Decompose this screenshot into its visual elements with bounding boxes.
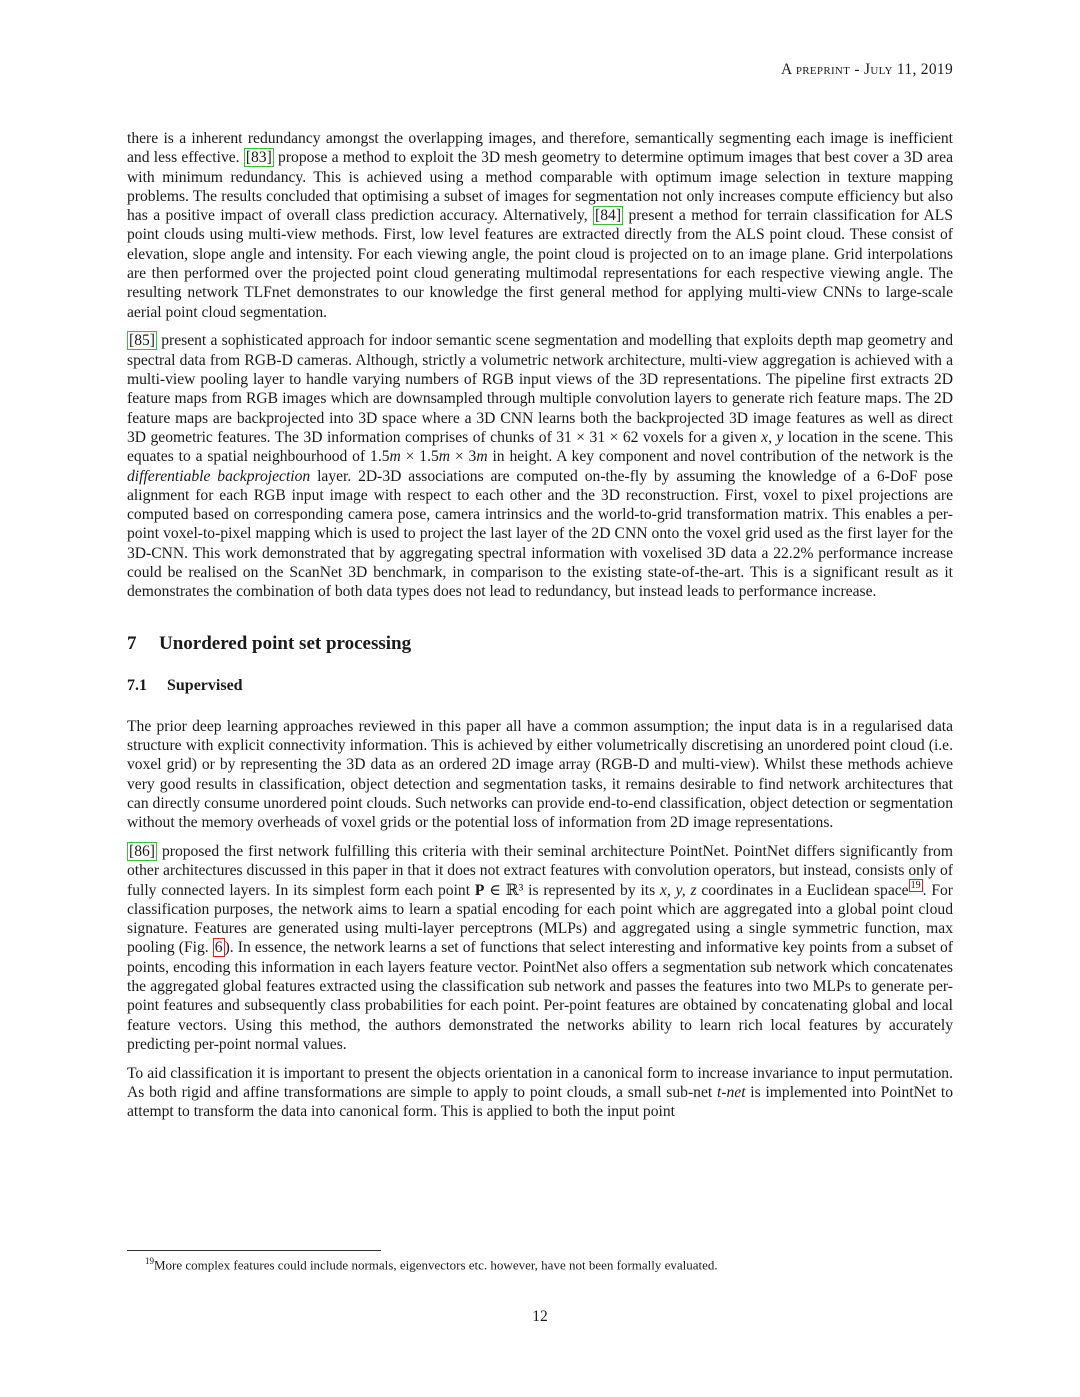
footnote-mark: 19 — [145, 1256, 154, 1266]
preprint-label: A preprint — [781, 61, 851, 78]
citation-link[interactable]: [83] — [245, 149, 272, 167]
paragraph — [127, 331, 953, 601]
citation-link[interactable]: [86] — [129, 842, 155, 860]
subsection-number: 7.1 — [127, 676, 147, 694]
text-run: is implemented into PointNet to attempt to transform the data into canonical form. This is applied to both the input point — [127, 1083, 954, 1121]
section-title: Unordered point set processing — [159, 632, 412, 654]
text-run: location in the scene. This equates to a spatial neighbourhood of 1.5 — [127, 428, 954, 466]
paragraphs-top — [127, 129, 953, 602]
header-separator: - — [850, 61, 864, 78]
text-run: × 3 — [450, 448, 477, 466]
italic-text: m — [438, 448, 451, 466]
page-number: 12 — [532, 1308, 548, 1325]
italic-text: x, y — [761, 428, 784, 446]
text-run: present a sophisticated approach for indoor semantic scene segmentation and modelling that exploits depth map geometry and spectral data from RGB-D cameras. Although, strictly a volumetric network architecture, multi-view aggregation is achieved with a multi-view pooling layer to handle varying numbers of RGB input views of the 3D representations. The pipeline first extracts 2D feature maps from RGB images which are downsampled through multiple convolution layers to generate rich feature maps. The 2D feature maps are backprojected into 3D space where a 3D CNN learns both the backprojected 3D image features as well as direct 3D geometric features. The 3D information comprises of chunks of 31 × 31 × 62 voxels for a given — [127, 332, 953, 446]
text-run: ). In essence, the network learns a set of functions that select interesting and informative key points from a subset of points, encoding this information in each layers feature vector. PointNet also offers a segmentation sub network which concatenates the aggregated global features extracted using the classification sub network and passes the features into two MLPs to generate per-point features and subsequently class probabilities for each point. Per-point features are obtained by concatenating global and local feature vectors. Using this method, the authors demonstrated the networks ability to learn rich local features by accurately predicting per-point normal values. — [127, 939, 953, 1053]
footnote-text: More complex features could include normals, eigenvectors etc. however, have not been formally evaluated. — [154, 1257, 718, 1273]
footnote-link[interactable]: 19 — [910, 880, 921, 892]
text-run: . For classification purposes, the network aims to learn a spatial encoding for each point which are aggregated into a global point cloud signature. Features are generated using multi-layer perceptrons (MLPs) and aggregated using a single symmetric function, max pooling (Fig. — [127, 881, 954, 957]
italic-text: x, y, z — [660, 881, 697, 899]
paragraph — [127, 717, 953, 833]
paragraph — [127, 129, 953, 322]
text-run: there is a inherent redundancy amongst the overlapping images, and therefore, semantically segmenting each image is inefficient and less effective. — [127, 130, 953, 167]
header-date: July 11, 2019 — [864, 61, 953, 78]
italic-text: differentiable backprojection — [127, 467, 311, 485]
subsection-heading — [127, 676, 953, 696]
text-run: ∈ ℝ³ is represented by its — [484, 881, 661, 899]
citation-link[interactable]: [85] — [129, 332, 155, 350]
italic-text: m — [476, 448, 488, 466]
italic-text: m — [389, 448, 401, 466]
italic-text: t-net — [716, 1083, 746, 1101]
footnote-rule — [127, 1250, 381, 1251]
paragraph — [127, 1064, 953, 1122]
text-run: proposed the first network fulfilling this criteria with their seminal architecture PointNet. PointNet differs significantly from other architectures discussed in this paper in that it does not extract features with convolution operators, but instead, consists only of fully connected layers. In its simplest form each point — [127, 842, 953, 899]
citation-link[interactable]: [84] — [595, 207, 622, 225]
text-run: To aid classification it is important to present the objects orientation in a canonical form to increase invariance to input permutation. As both rigid and affine transformations are simple to apply to point clouds, a small sub-net — [127, 1064, 953, 1101]
text-run: present a method for terrain classification for ALS point clouds using multi-view methods. First, low level features are extracted directly from the ALS point cloud. These consist of elevation, slope angle and intensity. For each viewing angle, the point cloud is projected on to an image plane. Grid interpolations are then performed over the projected point cloud generating multimodal representations for each respective viewing angle. The resulting network TLFnet demonstrates to our knowledge the first general method for applying multi-view CNNs to large-scale aerial point cloud segmentation. — [127, 207, 953, 321]
figure-link[interactable]: 6 — [214, 939, 223, 957]
text-run: in height. A key component and novel contribution of the network is the — [487, 448, 953, 466]
text-run: propose a method to exploit the 3D mesh geometry to determine optimum images that best cover a 3D area with minimum redundancy. This is achieved using a method comparable with optimum image selection in texture mapping problems. The results concluded that optimising a subset of images for segmentation not only increases compute efficiency but also has a positive impact of overall class prediction accuracy. Alternatively, — [127, 149, 954, 225]
footnote — [145, 1256, 718, 1273]
bold-symbol: P — [474, 881, 485, 899]
section-heading — [127, 632, 953, 656]
subsection-title: Supervised — [167, 676, 243, 694]
main-column — [127, 129, 953, 1131]
paragraphs-bottom — [127, 717, 953, 1122]
text-run: The prior deep learning approaches reviewed in this paper all have a common assumption; the input data is in a regularised data structure with explicit connectivity information. This is achieved by either volumetrically discretising an unordered point cloud (i.e. voxel grid) or by representing the 3D data as an ordered 2D image array (RGB-D and multi-view). Whilst these methods achieve very good results in classification, object detection and segmentation tasks, it remains desirable to find network architectures that can directly consume unordered point clouds. Such networks can provide end-to-end classification, object detection or segmentation without the memory overheads of voxel grids or the potential loss of information from 2D image representations. — [127, 717, 953, 832]
text-run: layer. 2D-3D associations are computed on-the-fly by assuming the knowledge of a 6-DoF pose alignment for each RGB input image with respect to each other and the 3D reconstruction. First, voxel to pixel projections are computed based on corresponding camera pose, camera intrinsics and the world-to-grid transformation matrix. This enables a per-point voxel-to-pixel mapping which is used to project the last layer of the 2D CNN onto the voxel grid used as the first layer for the 3D-CNN. This work demonstrated that by aggregating spectral information with voxelised 3D data a 22.2% performance increase could be realised on the ScanNet 3D benchmark, in comparison to the existing state-of-the-art. This is a significant result as it demonstrates the combination of both data types does not lead to redundancy, but instead leads to performance increase. — [127, 467, 953, 601]
running-header — [781, 61, 953, 79]
paragraph — [127, 842, 953, 1054]
section-number: 7 — [127, 632, 137, 654]
text-run: coordinates in a Euclidean space — [696, 881, 909, 899]
text-run: × 1.5 — [400, 448, 439, 466]
